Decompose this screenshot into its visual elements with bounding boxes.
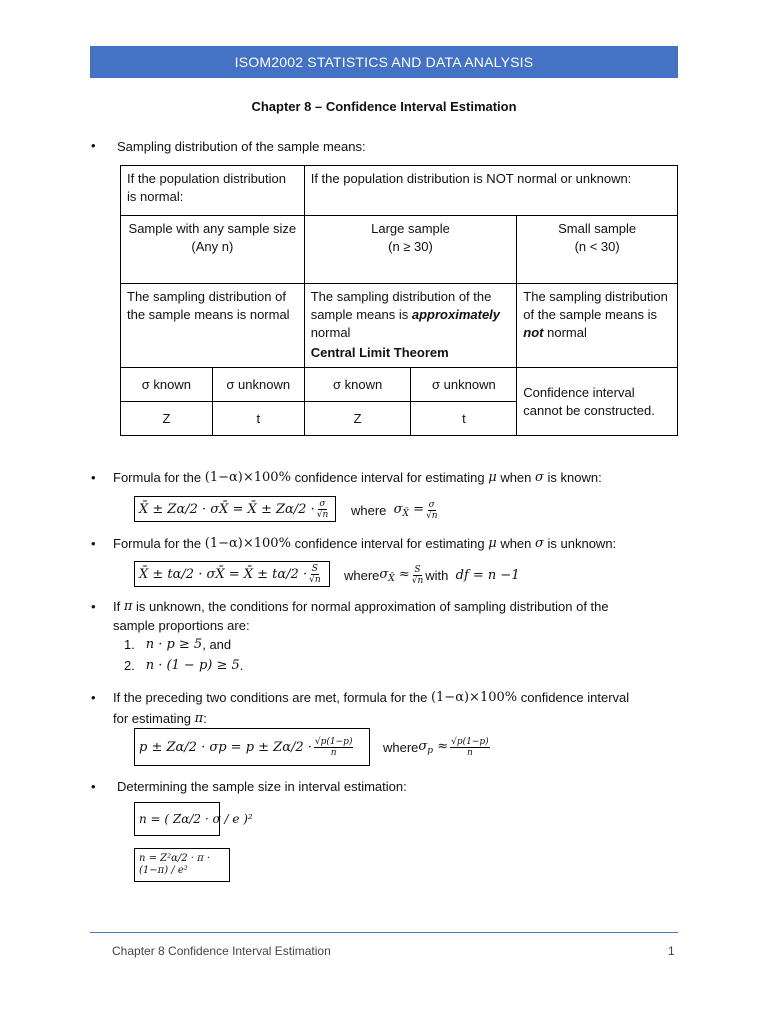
bullet-marker: • xyxy=(91,470,96,485)
cell-text: The sampling distribution of the sample means is xyxy=(310,289,492,322)
list-number: 2. xyxy=(124,658,135,673)
table-cell: Confidence interval cannot be constructed. xyxy=(517,368,678,436)
course-banner xyxy=(90,46,678,78)
cell-text: The sampling distribution of the sample means is xyxy=(523,289,668,322)
formula-where-proportion xyxy=(383,734,492,760)
formula: X̄ ± tα/2 · σX̄ = X̄ ± tα/2 · xyxy=(139,566,308,582)
table-cell xyxy=(304,284,517,368)
bullet-marker: • xyxy=(91,536,96,551)
table-cell xyxy=(517,284,678,368)
math-expr: (1−α)×100% xyxy=(204,469,291,485)
text: If the preceding two conditions are met, formula for the xyxy=(113,689,428,705)
text: with xyxy=(425,567,449,583)
cell-line: Small sample xyxy=(558,221,637,236)
cell-line: (Any n) xyxy=(191,239,234,254)
sampling-distribution-table xyxy=(120,165,678,436)
bullet-marker: • xyxy=(91,779,96,794)
fraction: $\frac{S}{√n}$ xyxy=(309,563,321,585)
table-cell: If the population distribution is normal: xyxy=(121,166,305,216)
table-cell: t xyxy=(411,402,517,436)
formula-where-t xyxy=(344,563,520,587)
table-row xyxy=(121,166,678,216)
condition-2 xyxy=(124,656,243,675)
text: for estimating xyxy=(113,711,192,726)
table-row xyxy=(121,216,678,284)
formula-where xyxy=(351,498,440,522)
cell-emphasis: not xyxy=(523,325,544,340)
formula-box-sample-size-mean: n = ( Zα/2 · σ / e )² xyxy=(134,802,220,836)
table-row xyxy=(121,284,678,368)
text: , and xyxy=(202,637,232,652)
formula-box-proportion xyxy=(134,728,370,766)
bullet-text-proportion xyxy=(113,597,609,616)
math-symbol: σ xyxy=(535,535,544,551)
list-number: 1. xyxy=(124,637,135,652)
text: where xyxy=(344,567,380,583)
bullet-text-unknown xyxy=(113,533,616,553)
clt-label: Central Limit Theorem xyxy=(310,345,449,360)
text: is unknown, the conditions for normal approximation of sampling distribution of the xyxy=(136,599,609,614)
math-expr: (1−α)×100% xyxy=(430,689,518,705)
table-cell xyxy=(517,216,678,284)
fraction: $\frac{√p(1-p)}{n}$ xyxy=(314,736,353,758)
table-cell: If the population distribution is NOT normal or unknown: xyxy=(304,166,677,216)
cell-text: normal xyxy=(310,325,351,340)
math-symbol: π xyxy=(123,599,133,614)
text: when xyxy=(500,535,532,551)
bullet-text-known xyxy=(113,467,602,487)
math-expr: n · p ≥ 5 xyxy=(145,637,203,652)
formula: X̄ ± Zα/2 · σX̄ = X̄ ± Zα/2 · xyxy=(139,501,315,517)
cell-line: (n < 30) xyxy=(574,239,620,254)
formula-box-sample-size-proportion: n = Z²α/2 · π · (1−π) / e² xyxy=(134,848,230,882)
cell-text: normal xyxy=(547,325,587,340)
table-row xyxy=(121,368,678,402)
text: If xyxy=(113,599,121,614)
math-symbol: π xyxy=(194,711,204,726)
bullet-marker: • xyxy=(91,138,96,153)
condition-1 xyxy=(124,635,231,654)
bullet-text-sample-size: Determining the sample size in interval estimation: xyxy=(117,779,407,794)
cell-line: Large sample xyxy=(371,221,450,236)
sigma-xbar: $\sigma_{X̄}$ ≈ xyxy=(379,566,410,584)
text: is unknown: xyxy=(547,535,617,551)
math-expr: n · (1 − p) ≥ 5 xyxy=(145,658,240,673)
table-cell: σ unknown xyxy=(411,368,517,402)
formula-box-z xyxy=(134,496,336,522)
text: where xyxy=(383,739,419,755)
math-symbol: μ xyxy=(488,535,497,551)
df-expr: df = n −1 xyxy=(455,567,520,583)
footer-divider xyxy=(90,932,678,933)
table-cell: σ known xyxy=(304,368,411,402)
text: confidence interval for estimating xyxy=(294,469,485,485)
bullet-text-sampling-distribution: Sampling distribution of the sample means: xyxy=(117,139,366,154)
math-symbol: σ xyxy=(535,469,544,485)
table-cell: Z xyxy=(304,402,411,436)
fraction: $\frac{S}{√n}$ xyxy=(411,564,424,586)
table-cell: σ unknown xyxy=(212,368,304,402)
fraction: $\frac{√p(1-p)}{n}$ xyxy=(451,736,489,758)
bullet-text-conditions-met xyxy=(113,687,629,707)
table-cell: σ known xyxy=(121,368,213,402)
sigma-p: $\sigma_p$ ≈ xyxy=(418,738,449,756)
cell-line: Sample with any sample size xyxy=(128,221,297,236)
table-cell: t xyxy=(212,402,304,436)
math-expr: (1−α)×100% xyxy=(204,535,291,551)
fraction: $\frac{\sigma}{√n}$ xyxy=(425,499,438,521)
bullet-text-continued: sample proportions are: xyxy=(113,618,250,633)
cell-emphasis: approximately xyxy=(411,307,501,322)
table-cell xyxy=(304,216,517,284)
text: is known: xyxy=(547,469,602,485)
text: . xyxy=(239,658,244,673)
text: where xyxy=(351,502,387,518)
footer-chapter: Chapter 8 Confidence Interval Estimation xyxy=(112,944,331,958)
table-cell: Z xyxy=(121,402,213,436)
formula: p ± Zα/2 · σp = p ± Zα/2 · xyxy=(139,739,312,755)
text: when xyxy=(500,469,532,485)
bullet-marker: • xyxy=(91,599,96,614)
sigma-xbar: $\sigma_{X̄}$ = xyxy=(393,501,424,519)
course-title: ISOM2002 STATISTICS AND DATA ANALYSIS xyxy=(234,54,534,70)
bullet-marker: • xyxy=(91,690,96,705)
table-cell xyxy=(121,216,305,284)
fraction: $\frac{\sigma}{√n}$ xyxy=(316,498,329,520)
text: confidence interval xyxy=(520,689,630,705)
bullet-text-for-estimating: for estimating π : xyxy=(113,711,207,726)
formula-box-t xyxy=(134,561,330,587)
text: Formula for the xyxy=(113,535,202,551)
text: Formula for the xyxy=(113,469,202,485)
page-number: 1 xyxy=(668,944,675,958)
chapter-title: Chapter 8 – Confidence Interval Estimation xyxy=(251,99,517,114)
table-cell: The sampling distribution of the sample means is normal xyxy=(121,284,305,368)
cell-line: (n ≥ 30) xyxy=(388,239,433,254)
text: confidence interval for estimating xyxy=(294,535,485,551)
math-symbol: μ xyxy=(488,469,497,485)
